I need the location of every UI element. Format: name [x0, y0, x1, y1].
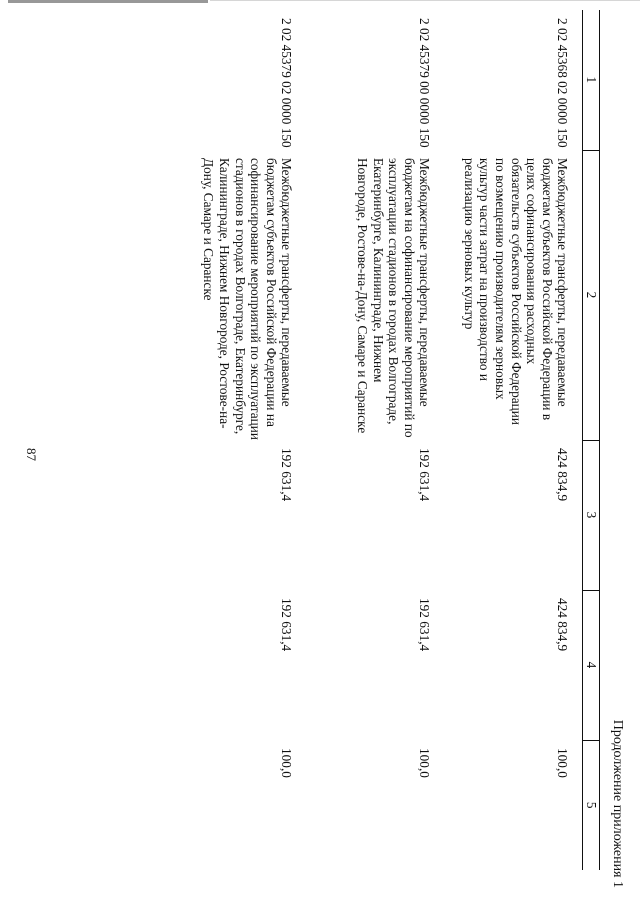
budget-code: 2 02 45379 00 0000 150	[417, 18, 433, 148]
budget-table	[114, 10, 600, 870]
amount-col-3: 192 631,4	[417, 448, 433, 502]
scan-edge-line	[210, 0, 640, 1]
budget-code: 2 02 45368 02 0000 150	[555, 18, 571, 148]
table-row	[444, 10, 583, 870]
rotated-page-content	[115, 10, 625, 890]
header-col-3: 3	[583, 440, 600, 590]
transfer-description: Межбюджетные трансферты, передаваемые бюджетам на софинансирование мероприятий по эксплуатации стадионов в городах Волгограде, Екатеринбурге, Калининграде, Нижнем Новгороде, Ростове-на-Дону, Самаре и Саранске	[355, 158, 433, 438]
table-row	[306, 10, 444, 870]
percent-col-5: 100,0	[279, 748, 295, 778]
page-number: 87	[24, 448, 39, 461]
header-col-4: 4	[583, 590, 600, 740]
amount-col-4: 192 631,4	[417, 598, 433, 652]
scan-edge-mark	[8, 0, 208, 3]
percent-col-5: 100,0	[555, 748, 571, 778]
header-col-1: 1	[583, 10, 600, 150]
amount-col-3: 424 834,9	[555, 448, 571, 502]
percent-col-5: 100,0	[417, 748, 433, 778]
amount-col-3: 192 631,4	[279, 448, 295, 502]
header-col-2: 2	[583, 150, 600, 440]
continuation-label: Продолжение приложения 1	[610, 719, 625, 888]
amount-col-4: 192 631,4	[279, 598, 295, 652]
transfer-description: Межбюджетные трансферты, передаваемые бюджетам субъектов Российской Федерации на софинансирование мероприятий по эксплуатации стадионов в городах Волгограде, Екатеринбурге, Калининграде, Нижнем Новгороде, Ростове-на-Дону, Самаре и Саранске	[201, 158, 295, 441]
table-row	[114, 10, 306, 870]
transfer-description: Межбюджетные трансферты, передаваемые бюджетам субъектов Российской Федерации в целях софинансирования расходных обязательств субъектов Российской Федерации по возмещению производителям зерновых культур части затрат на производство и реализацию зерновых культур	[461, 158, 571, 425]
header-col-5: 5	[583, 740, 600, 870]
table-header-row	[583, 10, 600, 870]
budget-code: 2 02 45379 02 0000 150	[279, 18, 295, 148]
amount-col-4: 424 834,9	[555, 598, 571, 652]
